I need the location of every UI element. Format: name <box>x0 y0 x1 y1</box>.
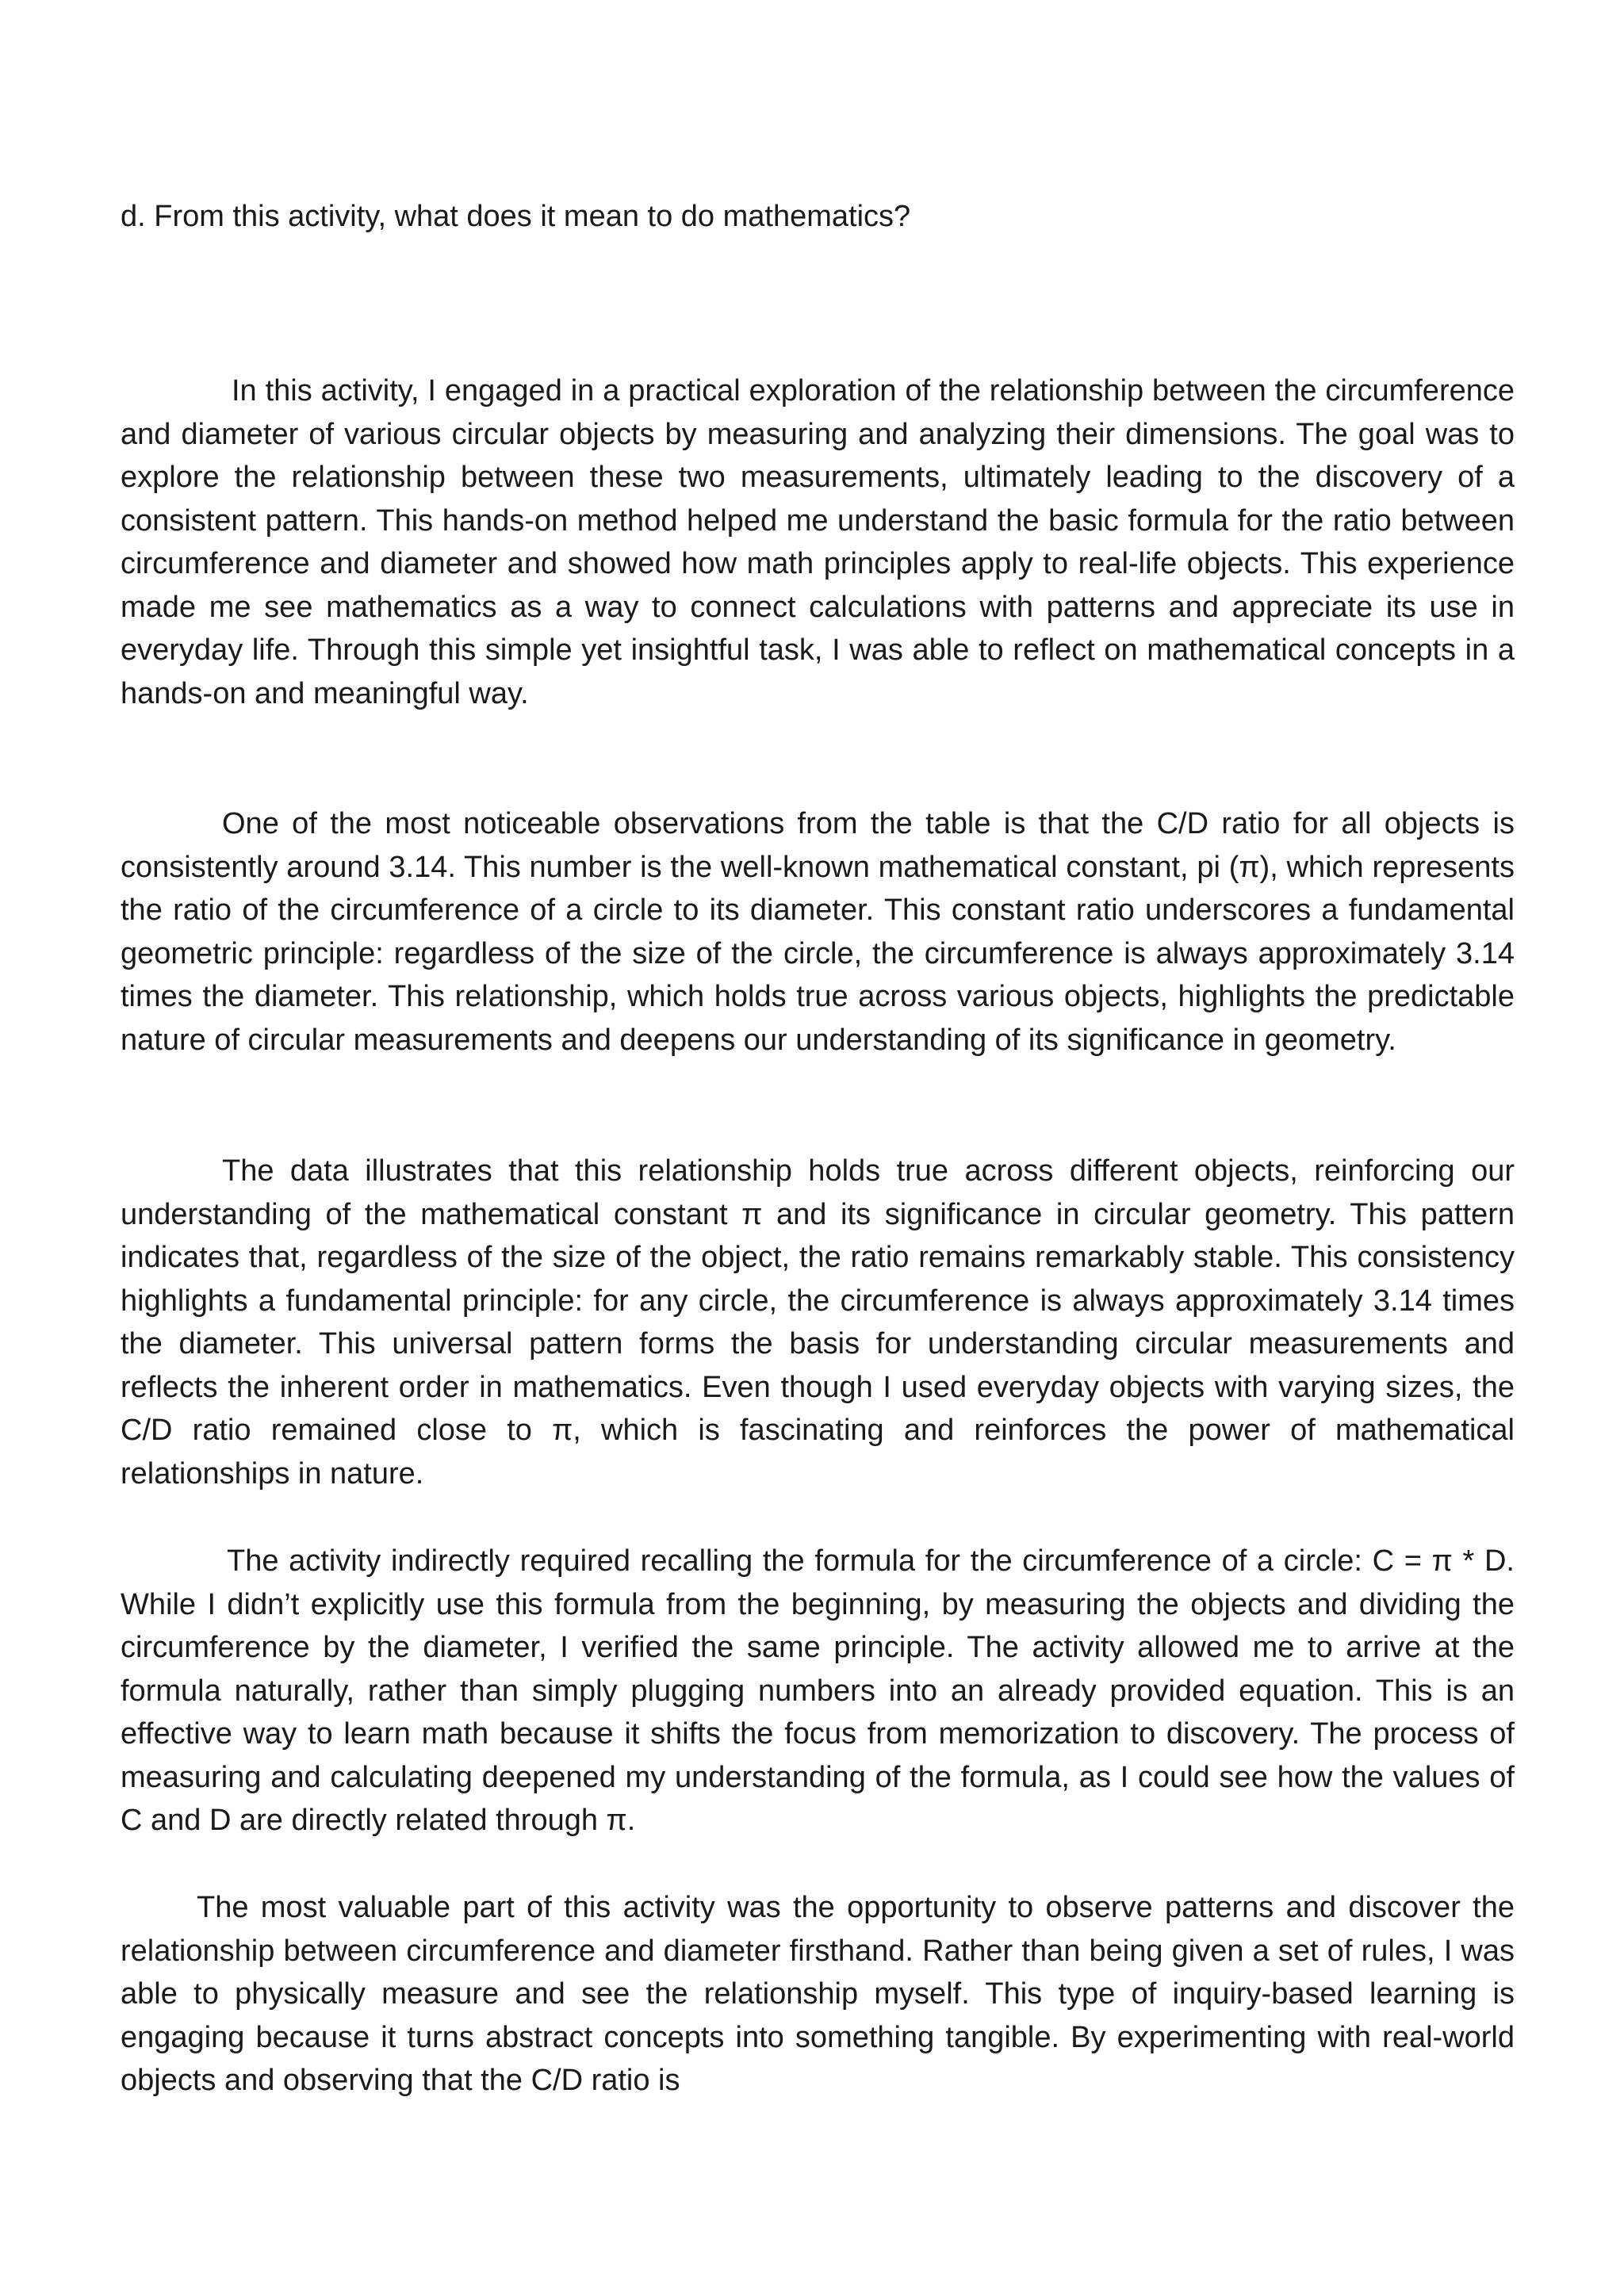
paragraph-pattern-consistency: The data illustrates that this relationship holds true across different objects, reinforcing our understanding of the mathematical constant π and its significance in circular geometry. This pattern indicates that, regardless of the size of the object, the ratio remains remarkably stable. This consistency highlights a fundamental principle: for any circle, the circumference is always approximately 3.14 times the diameter. This universal pattern forms the basis for understanding circular measurements and reflects the inherent order in mathematics. Even though I used everyday objects with varying sizes, the C/D ratio remained close to π, which is fascinating and reinforces the power of mathematical relationships in nature. <box>121 1154 1515 1490</box>
question-heading: d. From this activity, what does it mean to do mathematics? <box>121 200 911 233</box>
paragraph-formula-recall: The activity indirectly required recalling the formula for the circumference of a circle: C = π * D. While I didn’t explicitly use this formula from the beginning, by measuring the objects and dividing the circumference by the diameter, I verified the same principle. The activity allowed me to arrive at the formula naturally, rather than simply plugging numbers into an already provided equation. This is an effective way to learn math because it shifts the focus from memorization to discovery. The process of measuring and calculating deepened my understanding of the formula, as I could see how the values of C and D are directly related through π. <box>121 1544 1515 1837</box>
paragraph-valuable-part: The most valuable part of this activity was the opportunity to observe patterns and discover the relationship between circumference and diameter firsthand. Rather than being given a set of rules, I was able to physically measure and see the relationship myself. This type of inquiry-based learning is engaging because it turns abstract concepts into something tangible. By experimenting with real-world objects and observing that the C/D ratio is <box>121 1891 1515 2097</box>
paragraph-exploration: In this activity, I engaged in a practical exploration of the relationship between the circumference and diameter of various circular objects by measuring and analyzing their dimensions. The goal was to explore the relationship between these two measurements, ultimately leading to the discovery of a consistent pattern. This hands-on method helped me understand the basic formula for the ratio between circumference and diameter and showed how math principles apply to real-life objects. This experience made me see mathematics as a way to connect calculations with patterns and appreciate its use in everyday life. Through this simple yet insightful task, I was able to reflect on mathematical concepts in a hands-on and meaningful way. <box>121 374 1515 710</box>
paragraph-cd-ratio-observation: One of the most noticeable observations from the table is that the C/D ratio for all objects is consistently around 3.14. This number is the well-known mathematical constant, pi (π), which represents the ratio of the circumference of a circle to its diameter. This constant ratio underscores a fundamental geometric principle: regardless of the size of the circle, the circumference is always approximately 3.14 times the diameter. This relationship, which holds true across various objects, highlights the predictable nature of circular measurements and deepens our understanding of its significance in geometry. <box>121 807 1515 1057</box>
